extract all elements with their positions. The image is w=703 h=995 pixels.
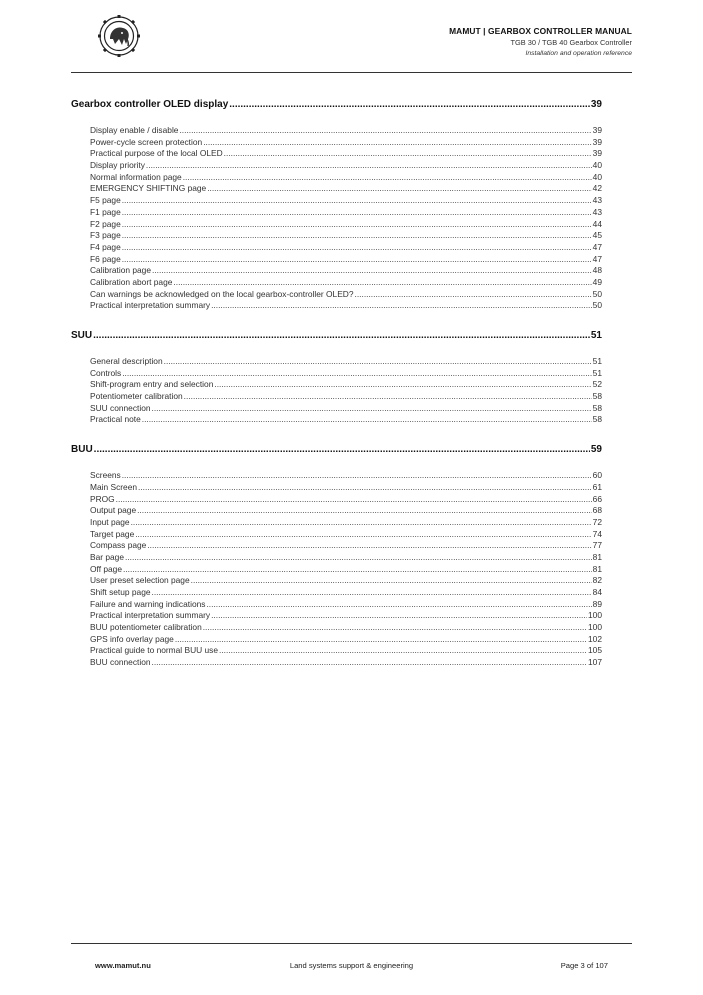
toc-entry[interactable] (90, 587, 602, 599)
toc-entry-label: Compass page (90, 540, 147, 551)
toc-entry-page: 43 (592, 206, 602, 217)
toc-entry-label: Target page (90, 528, 135, 539)
toc-entry-page: 39 (592, 125, 602, 135)
toc-entry-page: 107 (588, 657, 602, 668)
dot-leader (229, 98, 590, 112)
toc-entry-page: 100 (588, 610, 602, 621)
toc-entry-list (71, 125, 602, 312)
toc-entry-page: 74 (592, 528, 602, 539)
dot-leader (146, 160, 592, 172)
toc-section (71, 443, 602, 669)
toc-entry-label: Main Screen (90, 481, 138, 492)
dot-leader (175, 634, 587, 646)
toc-entry[interactable] (90, 195, 602, 207)
table-of-contents (71, 98, 602, 686)
dot-leader (179, 125, 591, 137)
toc-entry-label: PROG (90, 493, 115, 504)
toc-section-page: 59 (590, 444, 602, 456)
toc-entry-label: Controls (90, 367, 122, 378)
dot-leader (125, 552, 592, 564)
toc-entry-page: 43 (592, 195, 602, 206)
toc-entry-label: Practical interpretation summary (90, 610, 211, 621)
toc-entry-page: 45 (592, 230, 602, 241)
toc-entry[interactable] (90, 289, 602, 301)
toc-entry-label: Failure and warning indications (90, 598, 206, 609)
toc-entry-page: 39 (592, 148, 602, 159)
toc-entry-page: 47 (592, 241, 602, 252)
toc-entry[interactable] (90, 137, 602, 149)
dot-leader (122, 242, 592, 254)
toc-entry-label: Input page (90, 516, 130, 527)
toc-entry-page: 102 (588, 633, 602, 644)
toc-entry-label: Output page (90, 505, 137, 516)
dot-leader (152, 403, 592, 415)
toc-entry-label: GPS info overlay page (90, 633, 174, 644)
toc-entry-label: BUU connection (90, 657, 151, 668)
toc-entry[interactable] (90, 207, 602, 219)
document-subtitle: TGB 30 / TGB 40 Gearbox Controller (510, 38, 632, 47)
toc-entry-page: 66 (592, 493, 602, 504)
toc-entry-page: 68 (592, 505, 602, 516)
toc-entry[interactable] (90, 148, 602, 160)
toc-entry[interactable] (90, 645, 602, 657)
toc-entry-page: 44 (592, 218, 602, 229)
dot-leader (116, 494, 592, 506)
toc-entry-label: F2 page (90, 218, 121, 229)
dot-leader (173, 277, 591, 289)
mamut-logo-icon (97, 14, 141, 58)
dot-leader (122, 195, 592, 207)
toc-entry[interactable] (90, 634, 602, 646)
toc-entry-label: Calibration abort page (90, 276, 173, 287)
dot-leader (93, 329, 590, 343)
dot-leader (219, 645, 587, 657)
dot-leader (203, 137, 591, 149)
dot-leader (211, 610, 587, 622)
dot-leader (122, 219, 592, 231)
dot-leader (152, 587, 592, 599)
toc-entry-page: 61 (592, 481, 602, 492)
header-text-block (449, 26, 632, 59)
toc-section-title: Gearbox controller OLED display (71, 99, 229, 110)
toc-entry-page: 81 (592, 563, 602, 574)
toc-entry-label: Potentiometer calibration (90, 391, 183, 402)
footer-page-number: Page 3 of 107 (560, 961, 608, 970)
toc-entry-label: Shift-program entry and selection (90, 379, 214, 390)
toc-entry[interactable] (90, 599, 602, 611)
toc-entry[interactable] (90, 505, 602, 517)
toc-entry[interactable] (90, 368, 602, 380)
toc-entry-page: 81 (592, 551, 602, 562)
dot-leader (142, 414, 592, 426)
toc-entry-label: F1 page (90, 206, 121, 217)
footer-website[interactable]: www.mamut.nu (95, 961, 151, 970)
toc-entry-page: 40 (592, 171, 602, 182)
dot-leader (206, 599, 591, 611)
toc-entry-page: 77 (592, 540, 602, 551)
dot-leader (137, 505, 592, 517)
toc-entry-label: User preset selection page (90, 575, 190, 586)
dot-leader (191, 575, 592, 587)
toc-section (71, 329, 602, 426)
dot-leader (94, 443, 590, 457)
toc-entry-page: 52 (592, 379, 602, 390)
dot-leader (138, 482, 592, 494)
toc-entry-label: Can warnings be acknowledged on the local gearbox-controller OLED? (90, 288, 354, 299)
toc-entry-page: 40 (592, 160, 602, 171)
page-header (71, 14, 632, 72)
toc-entry-page: 42 (592, 183, 602, 194)
toc-entry[interactable] (90, 254, 602, 266)
dot-leader (224, 148, 592, 160)
toc-entry[interactable] (90, 183, 602, 195)
toc-entry-label: Bar page (90, 551, 124, 562)
dot-leader (122, 470, 592, 482)
toc-entry-page: 51 (592, 356, 602, 366)
toc-entry[interactable] (90, 265, 602, 277)
dot-leader (122, 230, 592, 242)
toc-entry-label: Practical guide to normal BUU use (90, 645, 219, 656)
toc-entry[interactable] (90, 470, 602, 482)
toc-entry-label: Display enable / disable (90, 125, 179, 135)
toc-entry[interactable] (90, 529, 602, 541)
dot-leader (214, 379, 591, 391)
toc-entry[interactable] (90, 540, 602, 552)
toc-entry[interactable] (90, 125, 602, 137)
dot-leader (147, 540, 591, 552)
toc-section-title: BUU (71, 444, 93, 456)
toc-entry[interactable] (90, 356, 602, 368)
footer-divider (71, 943, 632, 944)
toc-entry-label: Practical purpose of the local OLED (90, 148, 223, 159)
toc-entry-list (71, 470, 602, 669)
toc-entry[interactable] (90, 391, 602, 403)
toc-entry-label: Shift setup page (90, 587, 151, 597)
toc-entry[interactable] (90, 552, 602, 564)
toc-entry-page: 60 (592, 470, 602, 481)
toc-entry[interactable] (90, 517, 602, 529)
toc-entry[interactable] (90, 494, 602, 506)
toc-entry-page: 50 (592, 288, 602, 299)
toc-entry[interactable] (90, 610, 602, 622)
dot-leader (203, 622, 587, 634)
dot-leader (152, 657, 587, 669)
toc-entry-list (71, 356, 602, 426)
toc-entry[interactable] (90, 242, 602, 254)
toc-section (71, 98, 602, 312)
dot-leader (122, 207, 592, 219)
toc-entry-page: 82 (592, 575, 602, 586)
toc-section-page: 39 (590, 99, 602, 110)
toc-entry-page: 48 (592, 265, 602, 276)
toc-entry-page: 105 (588, 645, 602, 656)
toc-entry[interactable] (90, 300, 602, 312)
toc-entry-page: 58 (592, 414, 602, 425)
toc-entry-label: BUU potentiometer calibration (90, 622, 202, 633)
toc-entry-page: 72 (592, 516, 602, 527)
document-reference: Installation and operation reference (525, 50, 632, 57)
page-footer (71, 961, 632, 975)
dot-leader (122, 368, 591, 380)
toc-entry-page: 39 (592, 136, 602, 147)
toc-entry[interactable] (90, 482, 602, 494)
toc-entry-label: F4 page (90, 241, 121, 252)
toc-entry-label: F5 page (90, 195, 121, 206)
toc-entry[interactable] (90, 230, 602, 242)
dot-leader (184, 391, 592, 403)
toc-entry-page: 58 (592, 402, 602, 413)
dot-leader (131, 517, 592, 529)
toc-entry-label: Normal information page (90, 171, 182, 182)
toc-section-heading[interactable] (71, 443, 602, 457)
dot-leader (152, 265, 592, 277)
toc-section-heading[interactable] (71, 98, 602, 112)
toc-entry[interactable] (90, 160, 602, 172)
toc-entry-label: Calibration page (90, 265, 151, 276)
toc-entry-page: 47 (592, 253, 602, 264)
toc-entry[interactable] (90, 657, 602, 669)
toc-entry-page: 50 (592, 300, 602, 311)
toc-entry[interactable] (90, 379, 602, 391)
toc-entry-label: F6 page (90, 253, 121, 264)
toc-entry[interactable] (90, 575, 602, 587)
dot-leader (164, 356, 592, 368)
toc-entry-label: F3 page (90, 230, 121, 241)
toc-entry-page: 51 (592, 367, 602, 378)
toc-entry-page: 84 (592, 587, 602, 597)
toc-entry[interactable] (90, 219, 602, 231)
dot-leader (211, 300, 592, 312)
toc-section-page: 51 (590, 330, 602, 341)
toc-entry-page: 58 (592, 391, 602, 402)
dot-leader (123, 564, 592, 576)
dot-leader (183, 172, 592, 184)
toc-section-heading[interactable] (71, 329, 602, 343)
header-divider (71, 72, 632, 73)
toc-section-title: SUU (71, 330, 93, 341)
toc-entry-label: SUU connection (90, 402, 151, 413)
toc-entry[interactable] (90, 403, 602, 415)
toc-entry-page: 100 (588, 622, 602, 633)
toc-entry-label: General description (90, 356, 163, 366)
toc-entry[interactable] (90, 277, 602, 289)
dot-leader (355, 289, 592, 301)
toc-entry-page: 89 (592, 598, 602, 609)
toc-entry-label: Practical note (90, 414, 141, 425)
toc-entry-label: Screens (90, 470, 121, 481)
toc-entry[interactable] (90, 622, 602, 634)
toc-entry[interactable] (90, 172, 602, 184)
toc-entry[interactable] (90, 564, 602, 576)
footer-tagline: Land systems support & engineering (289, 961, 414, 970)
toc-entry-label: Off page (90, 563, 122, 574)
toc-entry-label: Display priority (90, 160, 145, 171)
toc-entry-page: 49 (592, 276, 602, 287)
dot-leader (207, 183, 591, 195)
toc-entry-label: Practical interpretation summary (90, 300, 211, 311)
dot-leader (122, 254, 592, 266)
toc-entry[interactable] (90, 414, 602, 426)
document-title: MAMUT | GEARBOX CONTROLLER MANUAL (449, 26, 632, 36)
toc-entry-label: EMERGENCY SHIFTING page (90, 183, 207, 194)
dot-leader (135, 529, 591, 541)
toc-entry-label: Power-cycle screen protection (90, 136, 203, 147)
